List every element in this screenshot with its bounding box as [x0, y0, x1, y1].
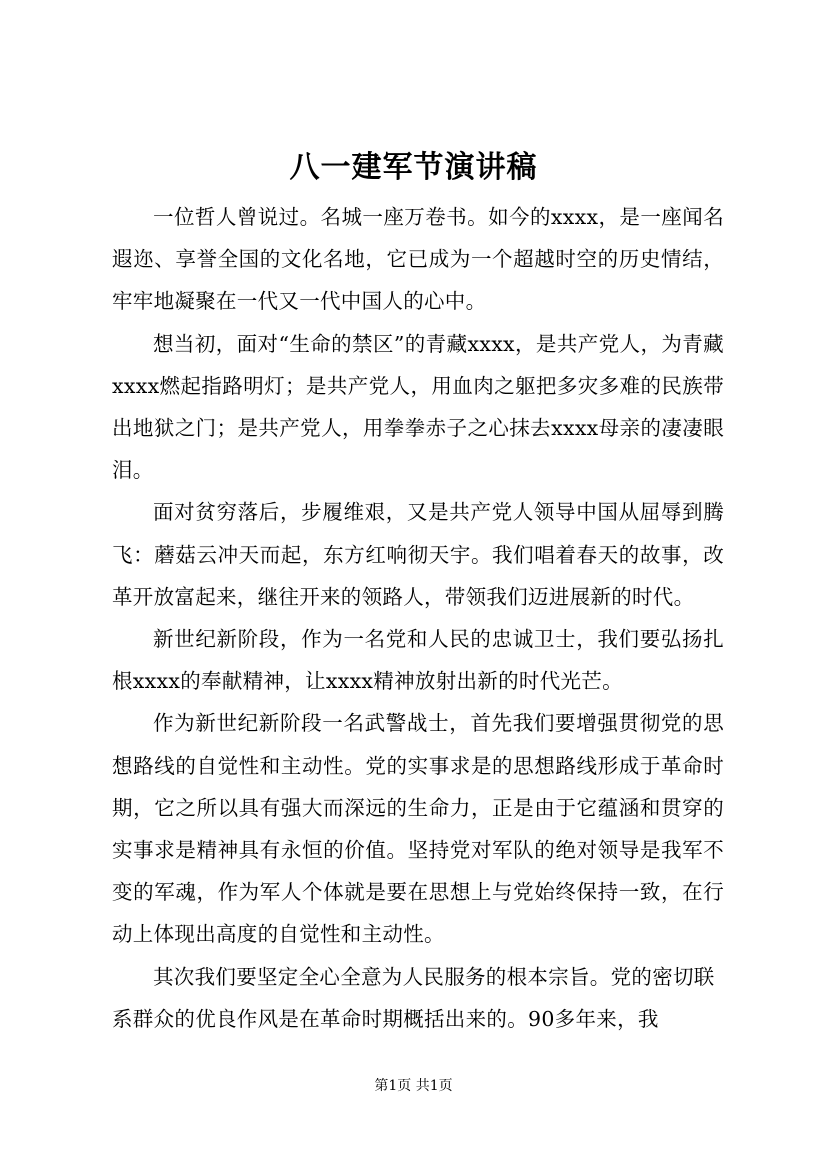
page-footer: 第1页 共1页 [374, 1078, 453, 1094]
paragraph-6: 其次我们要坚定全心全意为人民服务的根本宗旨。党的密切联系群众的优良作风是在革命时期概括出来的。90多年来，我 [112, 964, 715, 1031]
document-body [112, 196, 724, 1040]
paragraph-1: 一位哲人曾说过。名城一座万卷书。如今的xxxx，是一座闻名遐迩、享誉全国的文化名地，它已成为一个超越时空的历史情结，牢牢地凝聚在一代又一代中国人的心中。 [112, 205, 724, 314]
paragraph-4: 新世纪新阶段，作为一名党和人民的忠诚卫士，我们要弘扬扎根xxxx的奉献精神，让xxxx精神放射出新的时代光芒。 [112, 627, 724, 694]
paragraph-5: 作为新世纪新阶段一名武警战士，首先我们要增强贯彻党的思想路线的自觉性和主动性。党的实事求是的思想路线形成于革命时期，它之所以具有强大而深远的生命力，正是由于它蕴涵和贯穿的实事求是精神具有永恒的价值。坚持党对军队的绝对领导是我军不变的军魂，作为军人个体就是要在思想上与党始终保持一致，在行动上体现出高度的自觉性和主动性。 [112, 711, 724, 947]
document-title: 八一建军节演讲稿 [289, 150, 538, 185]
paragraph-3: 面对贫穷落后，步履维艰，又是共产党人领导中国从屈辱到腾飞：蘑菇云冲天而起，东方红响彻天宇。我们唱着春天的故事，改革开放富起来，继往开来的领路人，带领我们迈进展新的时代。 [112, 500, 724, 609]
paragraph-2: 想当初，面对“生命的禁区”的青藏xxxx，是共产党人，为青藏xxxx燃起指路明灯；是共产党人，用血肉之躯把多灾多难的民族带出地狱之门；是共产党人，用拳拳赤子之心抹去xxxx母亲的凄凄眼泪。 [112, 331, 724, 483]
